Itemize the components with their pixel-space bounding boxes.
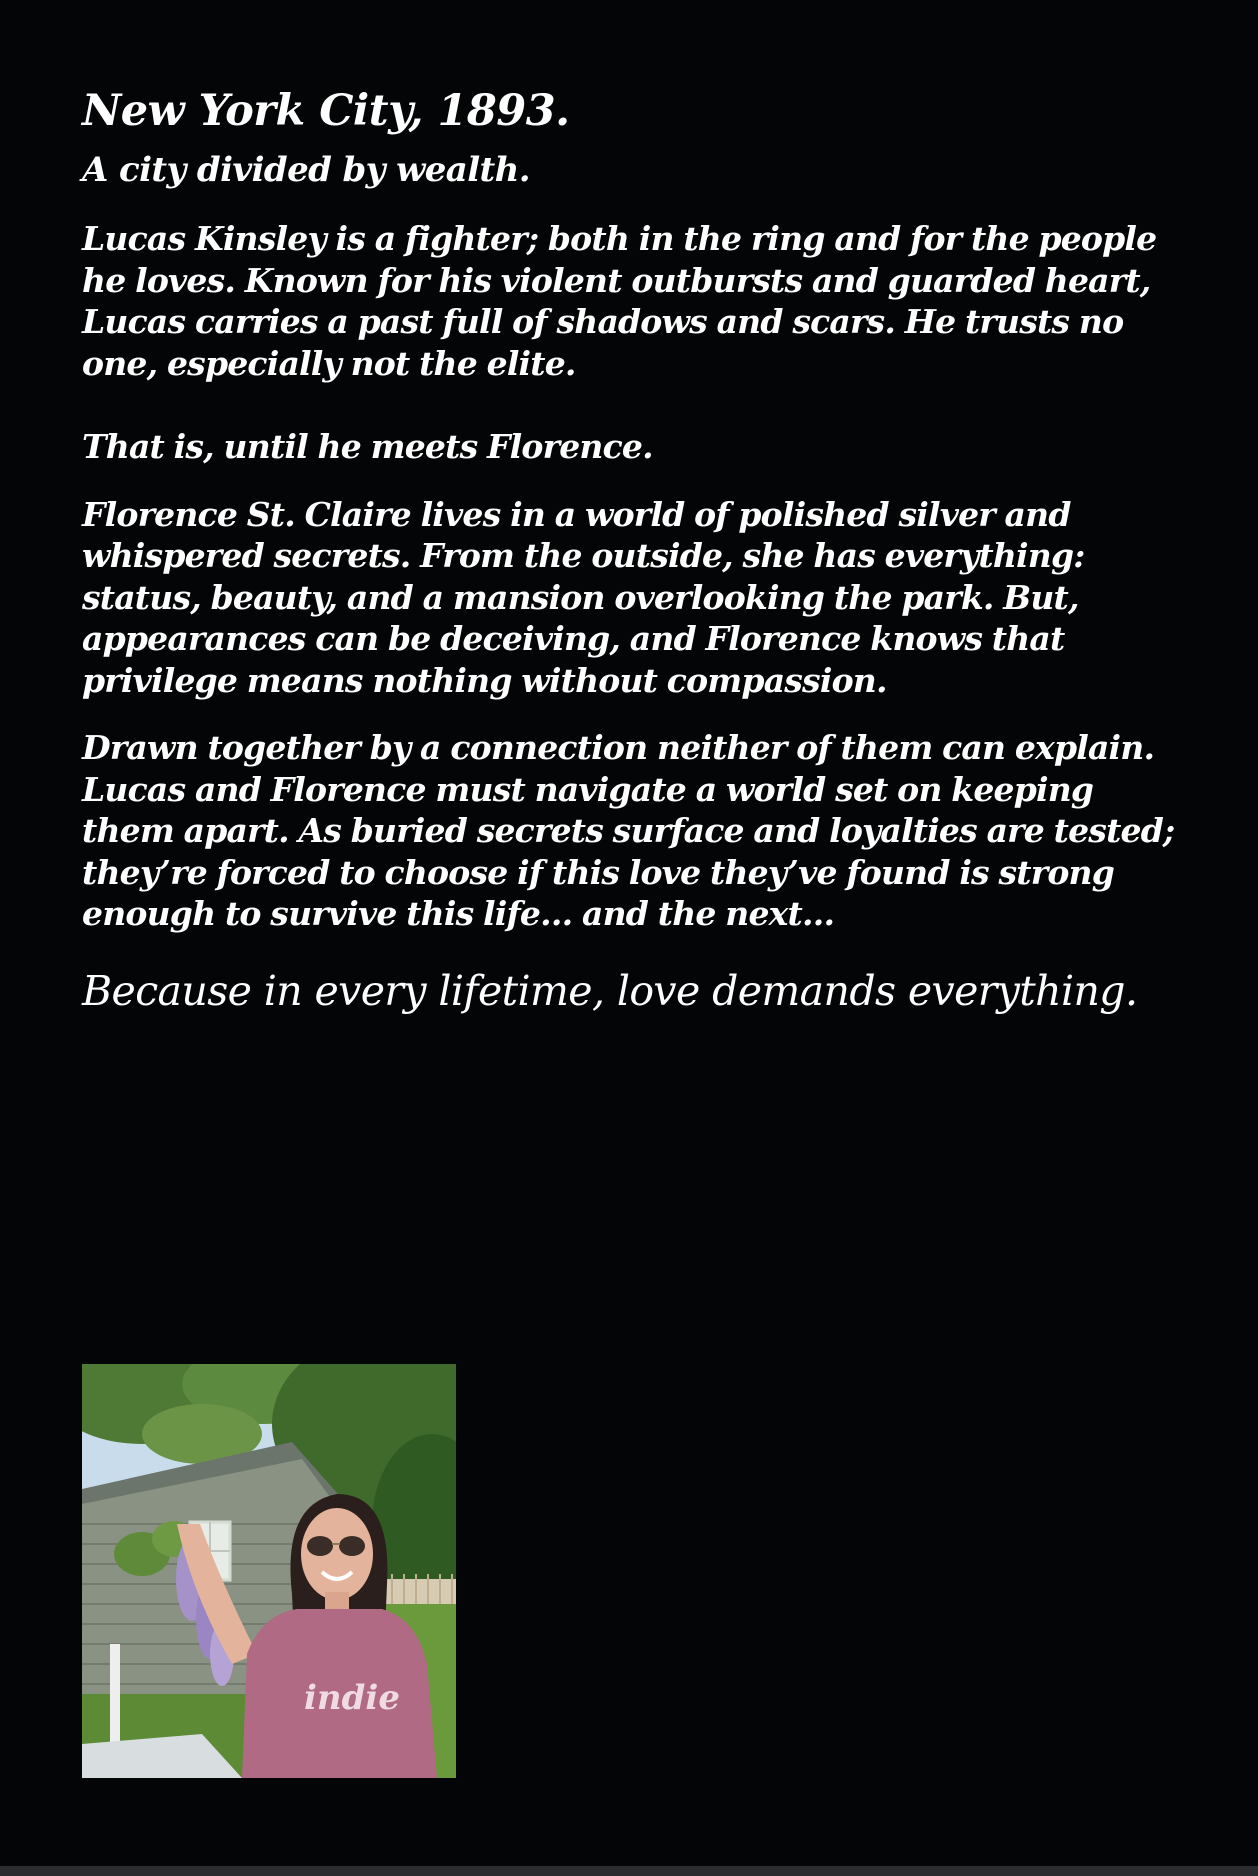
setting-heading: New York City, 1893.: [82, 86, 570, 136]
synopsis-paragraph-florence: Florence St. Claire lives in a world of polished silver and whispered secrets. From the outside, she has everything: status, beauty, and a mansion overlooking the park. But, appearances can be deceiving, and Florence knows that privilege means nothing without compassion.: [82, 494, 1085, 700]
bottom-edge-bar: [0, 1866, 1258, 1876]
synopsis-paragraph-lucas: Lucas Kinsley is a fighter; both in the ring and for the people he loves. Known for his violent outbursts and guarded heart, Lucas carries a past full of shadows and scars. He trusts no one, especially not the elite.: [82, 219, 1157, 383]
author-photo: [82, 1364, 456, 1778]
synopsis-paragraph-meeting: That is, until he meets Florence.: [82, 427, 653, 466]
tagline-subheading: A city divided by wealth.: [82, 150, 530, 190]
shirt-text: indie: [304, 1678, 400, 1718]
closing-tagline: Because in every lifetime, love demands everything.: [82, 966, 1138, 1015]
synopsis-text-block: [82, 82, 1192, 1017]
synopsis-paragraph-together: Drawn together by a connection neither of them can explain. Lucas and Florence must navigate a world set on keeping them apart. As buried secrets surface and loyalties are tested; they’re forced to choose if this love they’ve found is strong enough to survive this life… and the next…: [82, 728, 1175, 933]
